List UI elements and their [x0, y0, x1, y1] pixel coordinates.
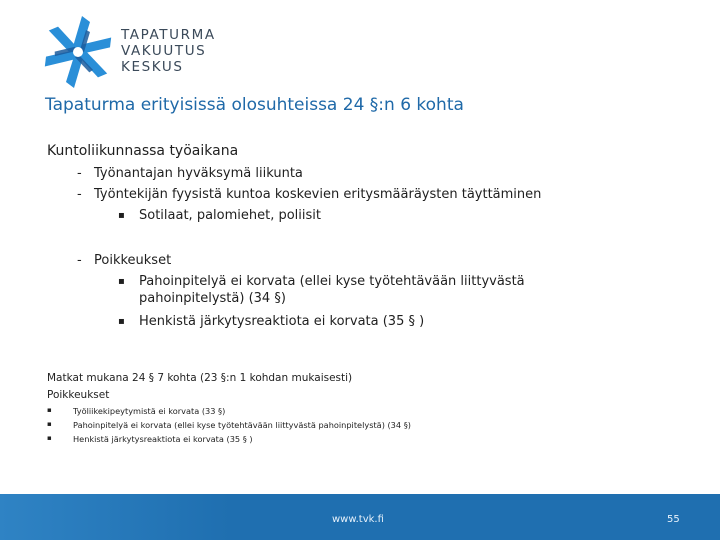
body-heading: Kuntoliikunnassa työaikana: [47, 143, 239, 159]
sub-list-item-text: Sotilaat, palomiehet, poliisit: [139, 208, 321, 223]
slide-title: Tapaturma erityisissä olosuhteissa 24 §:n 6 kohta: [45, 95, 464, 115]
dash-bullet: -: [77, 166, 82, 181]
logo-wordmark: [121, 27, 216, 75]
notes-item-text: Pahoinpitelyä ei korvata (ellei kyse työtehtävään liittyvästä pahoinpitelystä) (34 §): [73, 420, 411, 430]
sub-list-item-text: Henkistä järkytysreaktiota ei korvata (35 § ): [139, 314, 425, 329]
list-item-text: Työntekijän fyysistä kuntoa koskevien eritysmääräysten täyttäminen: [94, 187, 542, 202]
sub-list-item-text: Pahoinpitelyä ei korvata (ellei kyse työtehtävään liittyvästä: [139, 274, 525, 289]
square-bullet-icon: ▪: [118, 210, 125, 221]
logo-line-3: KESKUS: [121, 59, 184, 75]
tvk-logo-icon: [38, 12, 118, 92]
square-bullet-icon: ▪: [118, 316, 125, 327]
list-item-text: Poikkeukset: [94, 253, 172, 268]
sub-list-item-text: pahoinpitelystä) (34 §): [139, 291, 286, 306]
footer-gradient: [0, 494, 230, 540]
square-bullet-icon: ▪: [47, 406, 52, 414]
square-bullet-icon: ▪: [47, 420, 52, 428]
dash-bullet: -: [77, 253, 82, 268]
notes-item-text: Henkistä järkytysreaktiota ei korvata (35 § ): [73, 434, 253, 444]
list-item-text: Työnantajan hyväksymä liikunta: [94, 166, 303, 181]
logo-line-2: VAKUUTUS: [121, 43, 207, 59]
logo-line-1: TAPATURMA: [121, 27, 216, 43]
footer-url-link[interactable]: www.tvk.fi: [332, 514, 384, 525]
page-number: 55: [667, 514, 680, 525]
notes-line: Matkat mukana 24 § 7 kohta (23 §:n 1 kohdan mukaisesti): [47, 372, 353, 384]
notes-line: Poikkeukset: [47, 389, 110, 401]
notes-item-text: Työliikekipeytymistä ei korvata (33 §): [73, 406, 226, 416]
square-bullet-icon: ▪: [118, 276, 125, 287]
square-bullet-icon: ▪: [47, 434, 52, 442]
dash-bullet: -: [77, 187, 82, 202]
